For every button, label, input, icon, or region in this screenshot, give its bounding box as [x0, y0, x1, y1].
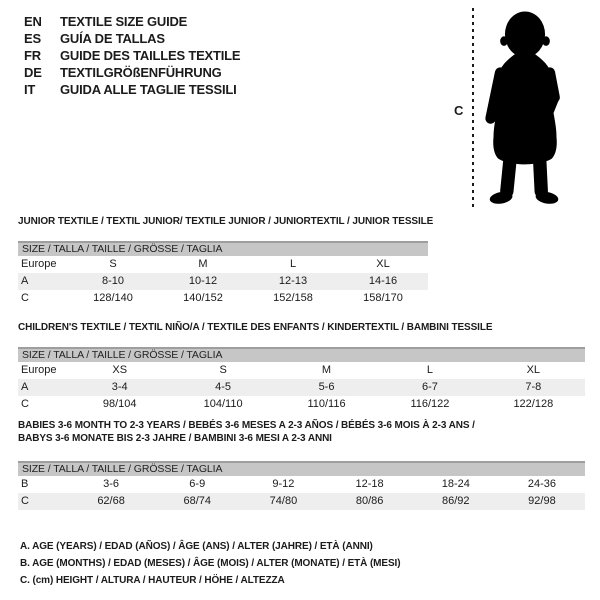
baby-silhouette-icon	[482, 9, 568, 206]
language-code: DE	[24, 65, 42, 80]
table-cell: M	[198, 258, 208, 270]
section-babies	[18, 419, 585, 510]
table-cell: S	[219, 364, 227, 376]
table-cell: A	[21, 275, 29, 287]
measure-legend	[20, 538, 400, 589]
table-cell: M	[321, 364, 332, 376]
language-code: ES	[24, 31, 41, 46]
language-code: IT	[24, 82, 36, 97]
table-row	[18, 290, 428, 307]
table-cell: 152/158	[273, 292, 313, 304]
language-label: GUIDE DES TAILLES TEXTILE	[60, 48, 241, 63]
table-cell: 24-36	[527, 478, 557, 490]
table-cell: Europe	[21, 258, 57, 270]
language-row-en	[24, 13, 240, 30]
table-cell: C	[21, 495, 29, 507]
table-cell: 74/80	[269, 495, 298, 507]
table-cell: 140/152	[183, 292, 223, 304]
table-cell: 12-13	[278, 275, 308, 287]
table-cell: XS	[112, 364, 128, 376]
size-header-bar: SIZE / TALLA / TAILLE / GRÖSSE / TAGLIA	[18, 241, 428, 256]
table-cell: 92/98	[528, 495, 556, 507]
table-cell: 12-18	[355, 478, 384, 490]
table-cell: 158/170	[363, 292, 403, 304]
table-cell: 5-6	[318, 381, 335, 393]
table-cell: 6-7	[421, 381, 438, 393]
table-cell: 104/110	[203, 398, 243, 410]
size-header-bar: SIZE / TALLA / TAILLE / GRÖSSE / TAGLIA	[18, 461, 585, 476]
table-cell: 18-24	[441, 478, 470, 490]
table-cell: C	[21, 292, 29, 304]
legend-line-a: A. AGE (YEARS) / EDAD (AÑOS) / ÂGE (ANS) / ALTER (JAHRE) / ETÀ (ANNI)	[20, 541, 373, 552]
size-table	[18, 362, 585, 413]
size-table	[18, 476, 585, 510]
table-cell: C	[21, 398, 29, 410]
size-header-bar: SIZE / TALLA / TAILLE / GRÖSSE / TAGLIA	[18, 347, 585, 362]
language-label: TEXTILE SIZE GUIDE	[60, 14, 188, 29]
baby-figure	[440, 0, 600, 215]
table-row	[18, 379, 585, 396]
legend-line-c: C. (cm) HEIGHT / ALTURA / HAUTEUR / HÖHE / ALTEZZA	[20, 575, 285, 586]
table-cell: L	[289, 258, 297, 270]
table-cell: 3-4	[111, 381, 128, 393]
language-label: TEXTILGRÖßENFÜHRUNG	[60, 65, 222, 80]
height-dashed-line	[472, 8, 474, 209]
table-row	[18, 256, 428, 273]
table-row	[18, 362, 585, 379]
table-cell: 128/140	[93, 292, 133, 304]
section-title-line2: BABYS 3-6 MONATE BIS 2-3 JAHRE / BAMBINI 3-6 MESI A 2-3 ANNI	[18, 433, 332, 444]
language-row-es	[24, 30, 240, 47]
table-row	[18, 273, 428, 290]
section-title: CHILDREN'S TEXTILE / TEXTIL NIÑO/A / TEXTILE DES ENFANTS / KINDERTEXTIL / BAMBINI TESSILE	[18, 322, 493, 333]
table-cell: 4-5	[215, 381, 232, 393]
table-cell: XL	[376, 258, 390, 270]
language-list	[24, 13, 240, 98]
language-label: GUÍA DE TALLAS	[60, 31, 165, 46]
table-cell: 7-8	[525, 381, 542, 393]
table-cell: 98/104	[102, 398, 137, 410]
table-cell: A	[21, 381, 29, 393]
table-cell: 122/128	[513, 398, 554, 410]
table-cell: 3-6	[103, 478, 120, 490]
spacer	[18, 334, 585, 347]
section-childrens-textile	[18, 321, 585, 413]
table-cell: 80/86	[355, 495, 384, 507]
table-cell: 8-10	[101, 275, 125, 287]
table-cell: 6-9	[189, 478, 206, 490]
table-cell: 86/92	[442, 495, 470, 507]
table-cell: 9-12	[272, 478, 295, 490]
language-row-fr	[24, 47, 240, 64]
spacer	[18, 445, 585, 461]
table-cell: S	[109, 258, 117, 270]
table-cell: 116/122	[410, 398, 450, 410]
language-code: FR	[24, 48, 41, 63]
section-title: JUNIOR TEXTILE / TEXTIL JUNIOR/ TEXTILE JUNIOR / JUNIORTEXTIL / JUNIOR TESSILE	[18, 216, 434, 227]
table-cell: 68/74	[183, 495, 212, 507]
table-row	[18, 493, 585, 510]
language-row-de	[24, 64, 240, 81]
language-code: EN	[24, 14, 42, 29]
table-row	[18, 396, 585, 413]
size-table	[18, 256, 428, 307]
table-cell: 14-16	[368, 275, 398, 287]
section-title-line1: BABIES 3-6 MONTH TO 2-3 YEARS / BEBÉS 3-6 MESES A 2-3 AÑOS / BÉBÉS 3-6 MOIS À 2-3 ANS /	[18, 420, 475, 431]
section-junior-textile	[18, 215, 434, 307]
table-cell: 110/116	[307, 398, 346, 410]
table-cell: L	[426, 364, 433, 376]
table-cell: B	[21, 478, 29, 490]
table-cell: 10-12	[188, 275, 218, 287]
language-label: GUIDA ALLE TAGLIE TESSILI	[60, 82, 237, 97]
table-row	[18, 476, 585, 493]
table-cell: 62/68	[97, 495, 125, 507]
table-cell: Europe	[21, 364, 57, 376]
legend-line-b: B. AGE (MONTHS) / EDAD (MESES) / ÂGE (MOIS) / ALTER (MONATE) / ETÀ (MESI)	[20, 558, 401, 569]
height-measure-label: C	[454, 103, 464, 118]
language-row-it	[24, 81, 240, 98]
spacer	[18, 228, 428, 241]
table-cell: XL	[526, 364, 541, 376]
